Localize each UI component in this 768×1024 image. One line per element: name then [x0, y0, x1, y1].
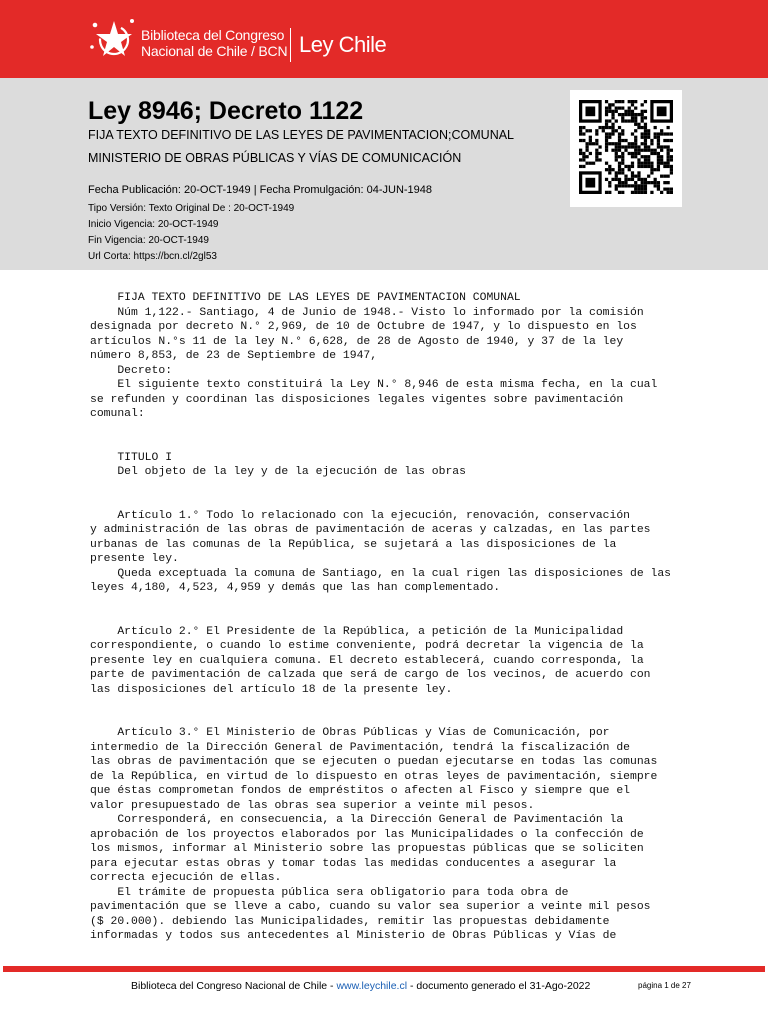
document-metadata — [88, 182, 432, 265]
top-banner — [0, 0, 768, 78]
bcn-star-logo-icon[interactable] — [88, 12, 140, 64]
page-title: Ley 8946; Decreto 1122 — [88, 97, 364, 125]
start-validity: Inicio Vigencia: 20-OCT-1949 — [88, 219, 219, 230]
version-type: Tipo Versión: Texto Original De : 20-OCT-1949 — [88, 203, 295, 214]
leychile-link[interactable]: www.leychile.cl — [336, 980, 408, 992]
footer-prefix: Biblioteca del Congreso Nacional de Chile - — [131, 980, 337, 992]
qr-code-box — [570, 90, 682, 207]
page-number: página 1 de 27 — [638, 981, 691, 990]
brand-divider — [290, 28, 291, 62]
qr-code-icon — [579, 100, 673, 194]
publication-dates: Fecha Publicación: 20-OCT-1949 | Fecha Promulgación: 04-JUN-1948 — [88, 184, 433, 196]
end-validity: Fin Vigencia: 20-OCT-1949 — [88, 235, 209, 246]
law-body-text: FIJA TEXTO DEFINITIVO DE LAS LEYES DE PAVIMENTACION COMUNAL Núm 1,122.- Santiago, 4 de Junio de 1948.- Visto lo informado por la comisión designada por decreto N.° 2,969, de 10 de Octubre de 1947, y lo dispuesto en los artículos N.°s 11 de la ley N.° 6,628, de 28 de Agosto de 1940, y 37 de la ley número 8,853, de 23 de Septiembre de 1947, Decreto: El siguiente texto constituirá la Ley N.° 8,946 de esta misma fecha, en la cual se refunden y coordinan las disposiciones legales vigentes sobre pavimentación comunal: TITULO I Del objeto de la ley y de la ejecución de las obras Artículo 1.° Todo lo relacionado con la ejecución, renovación, conservación y administración de las obras de pavimentación de aceras y calzadas, en las partes urbanas de las comunas de la República, se sujetará a las disposiciones de la presente ley. Queda exceptuada la comuna de Santiago, en la cual rigen las disposiciones de las leyes 4,180, 4,523, 4,959 y demás que las han complementado. Artículo 2.° El Presidente de la República, a petición de la Municipalidad correspondiente, o cuando lo estime conveniente, podrá decretar la vigencia de la presente ley en cualquiera comuna. El decreto establecerá, cuando corresponda, la parte de pavimentación de calzada que será de cargo de los vecinos, de acuerdo con las disposiciones del artículo 18 de la presente ley. Artículo 3.° El Ministerio de Obras Públicas y Vías de Comunicación, por intermedio de la Dirección General de Pavimentación, tendrá la fiscalización de las obras de pavimentación que se ejecuten o puedan ejecutarse en todas las comunas de la República, en virtud de lo dispuesto en otras leyes de pavimentación, siempre que éstas comprometan fondos de empréstitos o afecten al Fisco y siempre que el valor presupuestado de las obras sea superior a veinte mil pesos. Corresponderá, en consecuencia, a la Dirección General de Pavimentación la aprobación de los proyectos elaborados por las Municipalidades o la confección de los mismos, informar al Ministerio sobre las propuestas públicas que se soliciten para ejecutar estas obras y tomar todas las medidas conducentes a asegurar la correcta ejecución de ellas. El trámite de propuesta pública sera obligatorio para toda obra de pavimentación que se lleve a cabo, cuando su valor sea superior a veinte mil pesos ($ 20.000). debiendo las Municipalidades, remitir las propuestas debidamente informadas y todos sus antecedentes al Ministerio de Obras Públicas y Vías de — [90, 292, 672, 942]
footer-divider — [3, 966, 765, 972]
footer-text — [131, 978, 590, 994]
page-footer — [0, 978, 768, 994]
brand-name[interactable] — [141, 27, 287, 59]
footer-suffix: - documento generado el 31-Ago-2022 — [407, 980, 591, 992]
brand-line-1: Biblioteca del Congreso — [141, 27, 285, 43]
short-url[interactable]: Url Corta: https://bcn.cl/2gl53 — [88, 251, 217, 262]
brand-line-2: Nacional de Chile / BCN — [141, 43, 288, 59]
document-subtitle: FIJA TEXTO DEFINITIVO DE LAS LEYES DE PAVIMENTACION;COMUNAL — [88, 128, 515, 142]
ley-chile-link[interactable]: Ley Chile — [299, 32, 387, 57]
ministry-name: MINISTERIO DE OBRAS PÚBLICAS Y VÍAS DE COMUNICACIÓN — [88, 151, 462, 165]
